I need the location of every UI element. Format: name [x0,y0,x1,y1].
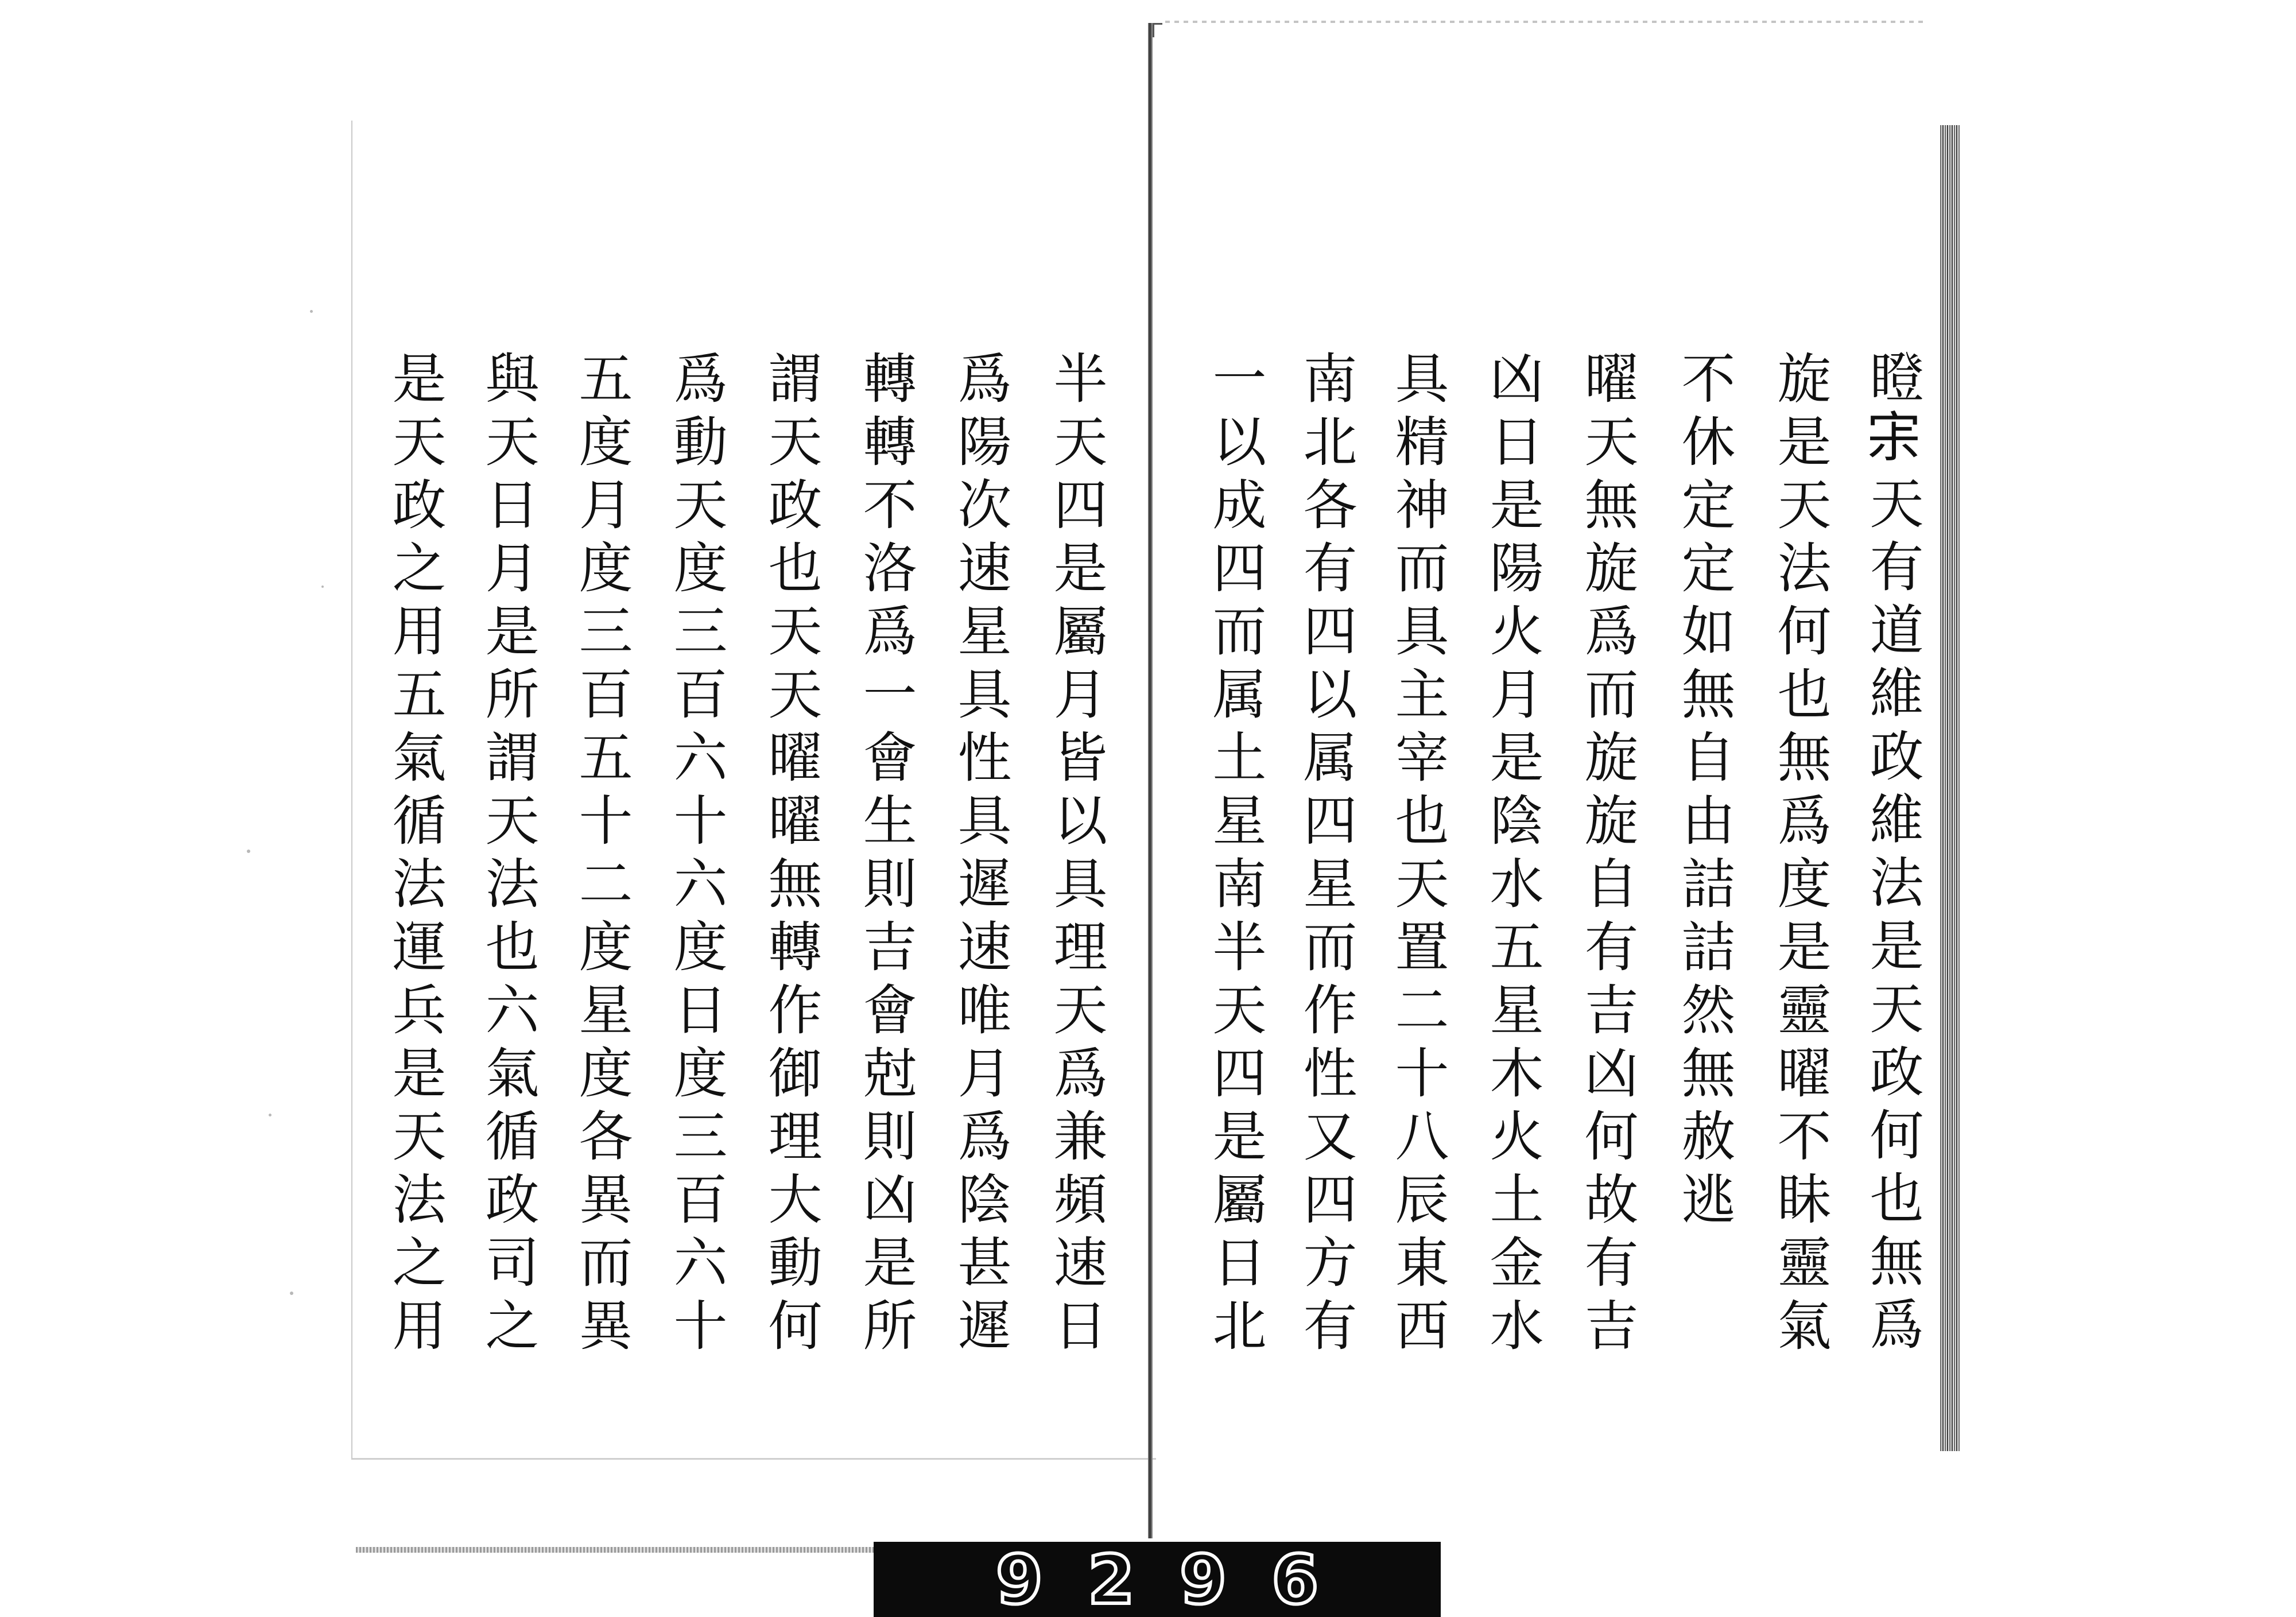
right-page-column-6: 具精神而具主宰也天置二十八辰東西 [1386,350,1448,1360]
top-edge-rule [1165,21,1923,23]
left-page-column-7: 與天日月是所謂天法也六氣循政司之 [476,350,538,1360]
book-gutter [1148,23,1153,1538]
scan-speck [321,585,324,588]
right-page [1155,121,1958,1458]
right-page-column-1: 瞪𡧯天有道維政維法是天政何也無爲 [1860,349,1923,1359]
right-page-column-3: 不休定定如無自由詰詰然無赦逃 [1672,350,1735,1234]
scan-speck [269,1114,272,1116]
right-page-column-5: 凶日是陽火月是陰水五星木火土金水 [1480,350,1543,1360]
left-page-column-6: 五度月度三百五十二度星度各異而異 [569,350,632,1360]
right-page-column-8: 一以成四而属土星南半天四是屬日北 [1203,350,1266,1360]
scan-speck [310,310,313,313]
right-page-column-2: 旋是天法何也無爲度是靈曜不眛靈氣 [1768,350,1830,1360]
left-page-column-5: 爲動天度三百六十六度日度三百六十 [664,350,727,1360]
left-page-column-1: 半天四是屬月皆以具理天爲兼頻速日 [1044,350,1107,1360]
left-page-column-2: 爲陽次速星具性具遲速唯月爲陰甚遲 [948,350,1011,1360]
left-page-column-3: 轉轉不洛爲一會生則吉會尅則凶是所 [854,350,916,1360]
call-number: 9296 [995,1540,1364,1617]
right-page-column-7: 南北各有四以属四星而作性又四方有 [1294,350,1356,1360]
right-page-column-4: 曜天無旋爲而旋旋自有吉凶何故有吉 [1575,350,1638,1360]
left-page-column-4: 謂天政也天天曜曜無轉作御理大動何 [759,350,821,1360]
scan-speck [290,1292,293,1295]
right-page-edge [1940,125,1960,1451]
gutter-mark [1153,23,1162,37]
call-number-label [874,1542,1441,1617]
scan-speck [247,850,250,853]
left-page-column-8: 是天政之用五氣循法運兵是天法之用 [383,350,445,1360]
